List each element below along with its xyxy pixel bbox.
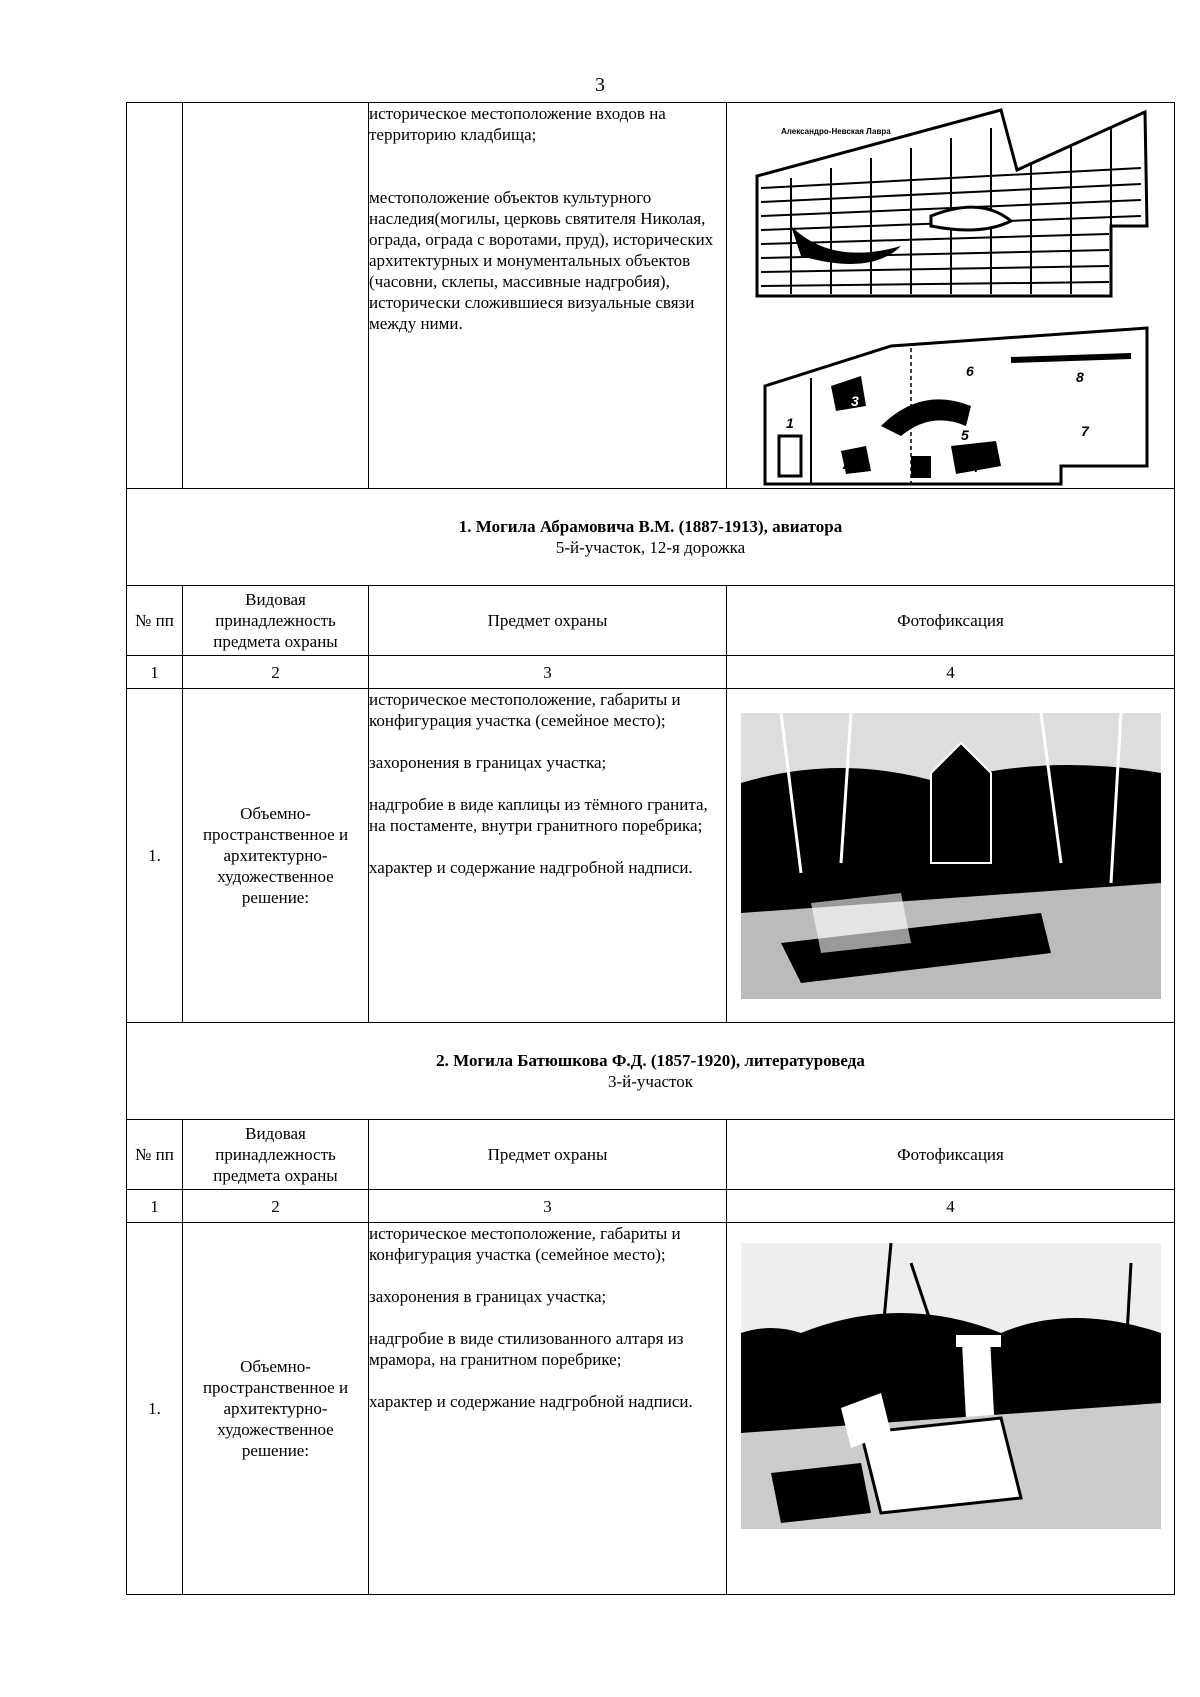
protection-table: [126, 102, 1175, 1595]
header-kind: Видовая принадлежность предмета охраны: [183, 1120, 369, 1190]
zone-label: 8: [1075, 368, 1084, 385]
protection-item: надгробие в виде стилизованного алтаря из мрамора, на гранитном поребрике;: [369, 1329, 684, 1369]
protection-kind: Объемно-пространственное и архитектурно-художественное решение:: [183, 1223, 369, 1595]
column-number-row: [127, 656, 1175, 689]
row-number: 1.: [127, 1223, 183, 1595]
header-subject: Предмет охраны: [369, 1120, 727, 1190]
protection-item: надгробие в виде каплицы из тёмного гранита, на постаменте, внутри гранитного поребрика;: [369, 795, 708, 835]
grave-title: 1. Могила Абрамовича В.М. (1887-1913), авиатора: [458, 517, 843, 536]
column-number-row: [127, 1190, 1175, 1223]
photo-cell: [727, 1223, 1175, 1595]
grave-location: 5-й-участок, 12-я дорожка: [555, 538, 746, 557]
header-subject: Предмет охраны: [369, 586, 727, 656]
zone-label: 1: [785, 414, 794, 431]
protection-item: характер и содержание надгробной надписи.: [369, 858, 693, 877]
cemetery-maps: [751, 106, 1151, 486]
table-header-row: [127, 586, 1175, 656]
intro-protection-items: [369, 103, 727, 489]
map-title: Александро-Невская Лавра: [780, 126, 891, 136]
section-heading: [127, 489, 1175, 586]
protection-item: захоронения в границах участка;: [369, 753, 607, 772]
header-kind: Видовая принадлежность предмета охраны: [183, 586, 369, 656]
protection-kind: Объемно-пространственное и архитектурно-художественное решение:: [183, 689, 369, 1023]
row-number: 1.: [127, 689, 183, 1023]
header-number: № пп: [127, 586, 183, 656]
column-number: 1: [127, 656, 183, 689]
intro-maps-cell: [727, 103, 1175, 489]
header-number: № пп: [127, 1120, 183, 1190]
section-heading-row: [127, 489, 1175, 586]
column-number: 1: [127, 1190, 183, 1223]
protection-items: [369, 689, 727, 1023]
zone-label: 5: [960, 426, 969, 443]
protection-item: характер и содержание надгробной надписи.: [369, 1392, 693, 1411]
table-header-row: [127, 1120, 1175, 1190]
header-photo: Фотофиксация: [727, 1120, 1175, 1190]
grave-photo: [741, 713, 1161, 999]
header-photo: Фотофиксация: [727, 586, 1175, 656]
protection-item: историческое местоположение, габариты и конфигурация участка (семейное место);: [369, 690, 681, 730]
zone-label: 3: [850, 392, 859, 409]
photo-cell: [727, 689, 1175, 1023]
intro-cell-kind: [183, 103, 369, 489]
protection-item: историческое местоположение, габариты и конфигурация участка (семейное место);: [369, 1224, 681, 1264]
table-row: [127, 689, 1175, 1023]
grave-photo: [741, 1243, 1161, 1529]
column-number: 4: [727, 1190, 1175, 1223]
cemetery-plan-upper: [757, 110, 1147, 296]
column-number: 3: [369, 1190, 727, 1223]
zone-label: 6: [965, 362, 974, 379]
cemetery-plan-lower: [765, 328, 1147, 484]
column-number: 2: [183, 656, 369, 689]
zone-label: 7: [1080, 422, 1089, 439]
grave-location: 3-й-участок: [607, 1072, 694, 1091]
column-number: 3: [369, 656, 727, 689]
protection-item: захоронения в границах участка;: [369, 1287, 607, 1306]
section-heading-row: [127, 1023, 1175, 1120]
zone-label: 2: [842, 455, 851, 472]
zone-label: 4: [970, 458, 979, 475]
column-number: 4: [727, 656, 1175, 689]
section-heading: [127, 1023, 1175, 1120]
column-number: 2: [183, 1190, 369, 1223]
intro-item: местоположение объектов культурного наследия(могилы, церковь святителя Николая, ограда, ограда с воротами, пруд), исторических архитектурных и монументальных объектов (часовни, склепы, массивные надгробия), исторически сложившиеся визуальные связи между ними.: [369, 188, 714, 333]
table-row: [127, 1223, 1175, 1595]
page-number: 3: [595, 74, 605, 96]
grave-title: 2. Могила Батюшкова Ф.Д. (1857-1920), литературоведа: [436, 1051, 865, 1070]
protection-items: [369, 1223, 727, 1595]
intro-row: [127, 103, 1175, 489]
intro-cell-number: [127, 103, 183, 489]
intro-item: историческое местоположение входов на территорию кладбища;: [369, 104, 666, 144]
